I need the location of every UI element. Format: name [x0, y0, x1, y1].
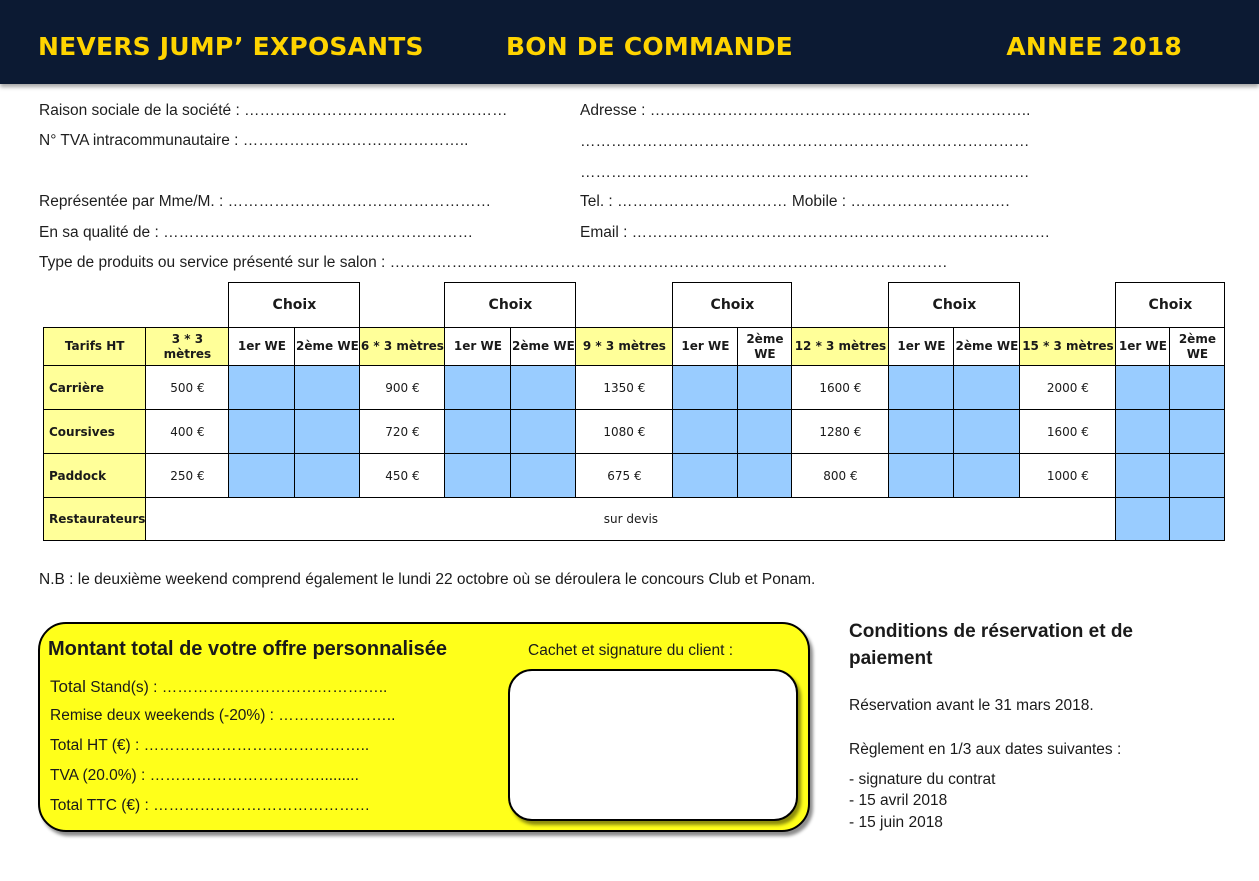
choice-checkbox[interactable]	[889, 454, 954, 498]
we1-header: 1er WE	[229, 328, 295, 366]
choice-checkbox[interactable]	[889, 366, 954, 410]
size-12x3-header: 12 * 3 mètres	[792, 328, 889, 366]
we1-header: 1er WE	[445, 328, 511, 366]
price-cell: 400 €	[146, 410, 229, 454]
raison-sociale-field[interactable]: Raison sociale de la société : ……………………………………………	[39, 102, 508, 119]
nb-note: N.B : le deuxième weekend comprend également le lundi 22 octobre où se déroulera le concours Club et Ponam.	[39, 571, 816, 588]
choice-checkbox[interactable]	[1116, 498, 1170, 541]
remise-field[interactable]: Remise deux weekends (-20%) : …………………..	[50, 707, 396, 724]
choice-checkbox[interactable]	[1170, 366, 1225, 410]
row-label-paddock: Paddock	[44, 454, 146, 498]
we1-header: 1er WE	[673, 328, 738, 366]
price-cell: 675 €	[576, 454, 673, 498]
price-cell: 720 €	[360, 410, 445, 454]
choice-checkbox[interactable]	[738, 366, 792, 410]
choice-checkbox[interactable]	[673, 410, 738, 454]
we2-header: 2ème WE	[511, 328, 576, 366]
choix-header-2: Choix	[445, 283, 576, 328]
price-cell: 2000 €	[1020, 366, 1116, 410]
adresse-line2-field[interactable]: ……………………………………………………………………………	[580, 133, 1030, 150]
payment-item: - signature du contrat	[849, 771, 996, 788]
choice-checkbox[interactable]	[511, 410, 576, 454]
price-cell: 1280 €	[792, 410, 889, 454]
qualite-field[interactable]: En sa qualité de : ……………………………………………………	[39, 224, 474, 241]
we2-header: 2ème WE	[738, 328, 792, 366]
tarifs-table	[43, 282, 1225, 541]
choice-checkbox[interactable]	[445, 366, 511, 410]
choice-checkbox[interactable]	[954, 410, 1020, 454]
choix-header-1: Choix	[229, 283, 360, 328]
tva-amount-field[interactable]: TVA (20.0%) : …………………………….........	[50, 767, 359, 784]
total-ttc-field[interactable]: Total TTC (€) : ……………………………………	[50, 797, 371, 814]
we1-header: 1er WE	[889, 328, 954, 366]
choice-checkbox[interactable]	[1116, 454, 1170, 498]
choice-checkbox[interactable]	[295, 410, 360, 454]
total-stands-field[interactable]	[50, 677, 387, 697]
price-cell: 1600 €	[792, 366, 889, 410]
size-6x3-header: 6 * 3 mètres	[360, 328, 445, 366]
payment-item: - 15 juin 2018	[849, 814, 943, 831]
price-cell: 1350 €	[576, 366, 673, 410]
offer-summary-box	[38, 622, 810, 832]
cachet-label: Cachet et signature du client :	[528, 642, 734, 659]
total-ht-field[interactable]: Total HT (€) : ……………………………………..	[50, 737, 370, 754]
event-title: NEVERS JUMP’ EXPOSANTS	[38, 32, 424, 61]
price-cell: 900 €	[360, 366, 445, 410]
choice-checkbox[interactable]	[295, 454, 360, 498]
year-label: ANNEE 2018	[1006, 32, 1182, 61]
adresse-field[interactable]: Adresse : ………………………………………………………………..	[580, 102, 1031, 119]
signature-box[interactable]	[508, 669, 798, 821]
choix-header-5: Choix	[1116, 283, 1225, 328]
sur-devis-cell: sur devis	[146, 498, 1116, 541]
tel-mobile-field[interactable]: Tel. : …………………………… Mobile : ………………………….	[580, 193, 1010, 210]
price-cell: 1000 €	[1020, 454, 1116, 498]
row-label-restaurateurs: Restaurateurs	[44, 498, 146, 541]
we1-header: 1er WE	[1116, 328, 1170, 366]
choice-checkbox[interactable]	[1116, 366, 1170, 410]
choice-checkbox[interactable]	[229, 366, 295, 410]
total-stands-label: Stand(s) : ……………………………………..	[85, 679, 388, 696]
choice-checkbox[interactable]	[738, 454, 792, 498]
we2-header: 2ème WE	[954, 328, 1020, 366]
choix-header-4: Choix	[889, 283, 1020, 328]
choice-checkbox[interactable]	[445, 410, 511, 454]
adresse-line3-field[interactable]: ……………………………………………………………………………	[580, 164, 1030, 181]
row-label-coursives: Coursives	[44, 410, 146, 454]
tarifs-ht-header: Tarifs HT	[44, 328, 146, 366]
choice-checkbox[interactable]	[229, 410, 295, 454]
choice-checkbox[interactable]	[738, 410, 792, 454]
reservation-deadline: Réservation avant le 31 mars 2018.	[849, 697, 1094, 714]
size-3x3-header: 3 * 3 mètres	[146, 328, 229, 366]
table-row	[44, 410, 1225, 454]
email-field[interactable]: Email : ………………………………………………………………………	[580, 224, 1051, 241]
table-row	[44, 366, 1225, 410]
choice-checkbox[interactable]	[445, 454, 511, 498]
choice-checkbox[interactable]	[673, 454, 738, 498]
choix-header-3: Choix	[673, 283, 792, 328]
payment-item: - 15 avril 2018	[849, 792, 948, 809]
header-banner	[0, 0, 1259, 84]
we2-header: 2ème WE	[1170, 328, 1225, 366]
we2-header: 2ème WE	[295, 328, 360, 366]
choice-checkbox[interactable]	[1116, 410, 1170, 454]
price-cell: 1080 €	[576, 410, 673, 454]
choice-checkbox[interactable]	[511, 454, 576, 498]
choice-checkbox[interactable]	[673, 366, 738, 410]
choice-checkbox[interactable]	[295, 366, 360, 410]
representee-field[interactable]: Représentée par Mme/M. : ……………………………………………	[39, 193, 492, 210]
table-row	[44, 454, 1225, 498]
choice-checkbox[interactable]	[1170, 454, 1225, 498]
reglement-text: Règlement en 1/3 aux dates suivantes :	[849, 741, 1122, 758]
price-cell: 500 €	[146, 366, 229, 410]
choice-checkbox[interactable]	[1170, 410, 1225, 454]
conditions-title: Conditions de réservation et de paiement	[849, 621, 1133, 669]
price-cell: 450 €	[360, 454, 445, 498]
offer-title: Montant total de votre offre personnalisée	[48, 638, 447, 660]
choice-checkbox[interactable]	[954, 366, 1020, 410]
type-produits-field[interactable]: Type de produits ou service présenté sur le salon : ………………………………………………………………………………………………	[39, 254, 948, 271]
choice-checkbox[interactable]	[229, 454, 295, 498]
choice-checkbox[interactable]	[889, 410, 954, 454]
size-9x3-header: 9 * 3 mètres	[576, 328, 673, 366]
total-word: Total	[50, 677, 86, 696]
row-label-carriere: Carrière	[44, 366, 146, 410]
table-row	[44, 498, 1225, 541]
choice-checkbox[interactable]	[1170, 498, 1225, 541]
price-cell: 1600 €	[1020, 410, 1116, 454]
choice-checkbox[interactable]	[954, 454, 1020, 498]
size-15x3-header: 15 * 3 mètres	[1020, 328, 1116, 366]
document-title: BON DE COMMANDE	[506, 32, 793, 61]
tva-field[interactable]: N° TVA intracommunautaire : ……………………………………..	[39, 132, 469, 149]
price-cell: 800 €	[792, 454, 889, 498]
price-cell: 250 €	[146, 454, 229, 498]
choice-checkbox[interactable]	[511, 366, 576, 410]
